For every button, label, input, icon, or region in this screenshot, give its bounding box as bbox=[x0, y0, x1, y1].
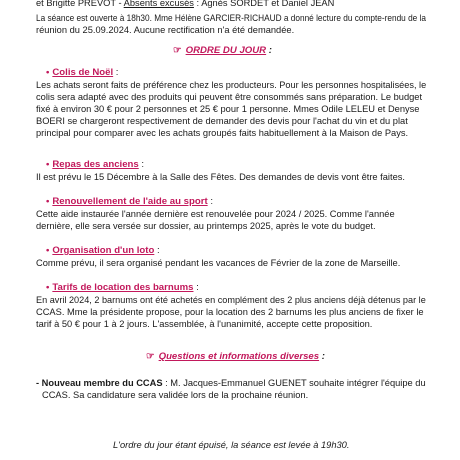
item-title: Repas des anciens bbox=[52, 159, 139, 170]
bullet-icon: • bbox=[46, 245, 50, 256]
opening-line-1: La séance est ouverte à 18h30. Mme Hélène GARCIER-RICHAUD a donné lecture du compte-rendu de la bbox=[36, 13, 427, 23]
pointing-hand-icon: ☞ bbox=[173, 45, 182, 56]
ccas-text: : M. Jacques-Emmanuel GUENET souhaite intégrer l'équipe du bbox=[162, 378, 426, 388]
item-text-line: En avril 2024, 2 barnums ont été achetés en complément des 2 plus anciens déjà détenus par le bbox=[36, 295, 426, 305]
absent-names: : Agnès SORDET et Daniel JEAN bbox=[193, 0, 335, 8]
attendance-prefix: et Brigitte PREVOT - bbox=[36, 0, 124, 8]
item-title: Colis de Noël bbox=[52, 67, 114, 78]
item-text-line: dernière, elle sera versée sur dossier, au printemps 2025, après le vote du budget. bbox=[36, 221, 376, 231]
item-text-line: fixé à environ 30 € pour 2 personnes et 25 € pour 1 personne. Mmes Odile LELEU et Denyse bbox=[36, 104, 420, 114]
item-heading-colis bbox=[46, 67, 118, 79]
item-text-line: principal pour comparer avec les achats groupés faits habituellement à la Maison de Pays. bbox=[36, 128, 409, 138]
item-suffix: : bbox=[154, 245, 160, 256]
item-title: Tarifs de location des barnums bbox=[52, 282, 194, 293]
pointing-hand-icon: ☞ bbox=[146, 351, 155, 362]
item-text-line: Cette aide instaurée l'année dernière est renouvelée pour 2024 / 2025. Comme l'année bbox=[36, 209, 395, 219]
item-text-line: Les achats seront faits de préférence chez les producteurs. Pour les personnes hospitalisées, le bbox=[36, 80, 427, 90]
ccas-label: - Nouveau membre du CCAS bbox=[36, 378, 163, 388]
item-suffix: : bbox=[138, 159, 145, 170]
item-suffix: : bbox=[207, 196, 213, 207]
questions-heading bbox=[146, 351, 325, 363]
agenda-title: ORDRE DU JOUR bbox=[185, 45, 267, 56]
bullet-icon: • bbox=[46, 67, 50, 78]
item-text-line: tarif à 50 € pour 1 à 2 jours. L'assemblée, à l'unanimité, accepte cette proposition. bbox=[36, 319, 373, 329]
item-text-line: CCAS. Mme la présidente propose, pour la location des 2 barnums les plus anciens de fixer le bbox=[36, 307, 424, 317]
item-suffix: : bbox=[193, 282, 199, 293]
bullet-icon: • bbox=[46, 282, 50, 293]
agenda-heading bbox=[173, 45, 272, 57]
item-title: Renouvellement de l'aide au sport bbox=[52, 196, 208, 207]
item-suffix: : bbox=[113, 67, 119, 78]
absent-label: Absents excusés bbox=[123, 0, 194, 8]
item-heading-barnums bbox=[46, 282, 199, 294]
closing-statement: L'ordre du jour étant épuisé, la séance est levée à 19h30. bbox=[113, 440, 350, 450]
item-heading-loto bbox=[46, 245, 160, 257]
ccas-line-1 bbox=[36, 378, 426, 389]
item-text-line: Comme prévu, il sera organisé pendant les vacances de Février de la zone de Marseille. bbox=[36, 258, 401, 268]
item-text-line: Il est prévu le 15 Décembre à la Salle des Fêtes. Des demandes de devis vont être faites. bbox=[36, 172, 405, 182]
bullet-icon: • bbox=[46, 196, 50, 207]
item-heading-repas bbox=[46, 159, 144, 171]
item-text-line: BOERI se chargeront respectivement de demander des devis pour l'achat du vin et du plat bbox=[36, 116, 408, 126]
item-heading-sport bbox=[46, 196, 213, 208]
opening-line-2: réunion du 25.09.2024. Aucune rectification n'a été demandée. bbox=[36, 25, 295, 35]
item-text-line: colis sera adapté avec des produits qui peuvent être consommés sans préparation. Le budget bbox=[36, 92, 423, 102]
questions-suffix: : bbox=[319, 351, 325, 362]
agenda-suffix: : bbox=[266, 45, 272, 56]
ccas-line-2: CCAS. Sa candidature sera validée lors de la prochaine réunion. bbox=[42, 390, 309, 400]
attendance-line bbox=[36, 0, 334, 9]
bullet-icon: • bbox=[46, 159, 50, 170]
item-title: Organisation d'un loto bbox=[52, 245, 155, 256]
questions-title: Questions et informations diverses bbox=[158, 351, 320, 362]
